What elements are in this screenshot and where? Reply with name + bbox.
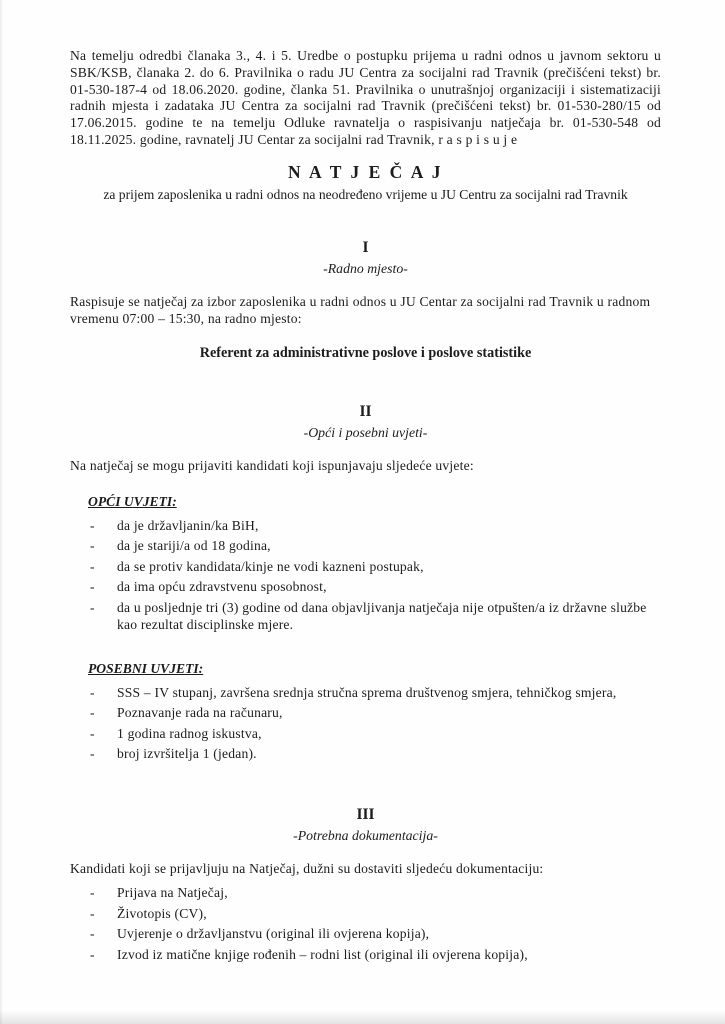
section-numeral: II [359,402,372,420]
dash-marker: - [90,926,95,942]
intro-paragraph: Na temelju odredbi članaka 3., 4. i 5. Uredbe o postupku prijema u radni odnos u javnom sektoru u SBK/KSB, članaka 2. do 6. Pravilnika o radu JU Centra za socijalni rad Travnik (prečišćeni tekst) br. 01-530-187-4 od 18.06.2020. godine, članka 51. Pravilnika o unutrašnjoj organizaciji i sistematizaciji radnih mjesta i zadataka JU Centra za socijalni rad Travnik (prečišćeni tekst) br. 01-530-280/15 od 17.06.2015. godine te na temelju Odluke ravnatelja o raspisivanju natječaja br. 01-530-548 od 18.11.2025. godine, ravnatelj JU Centar za socijalni rad Travnik, r a s p i s u j e [70,48,661,147]
list-item: - da je državljanin/ka BiH, [90,517,259,533]
list-item: - da se protiv kandidata/kinje ne vodi kazneni postupak, [90,558,424,574]
section-numeral: I [362,238,369,256]
list-item: - Izvod iz matične knjige rođenih – rodni list (original ili ovjerena kopija), [90,946,528,962]
document-title: N A T J E Č A J [287,161,444,182]
list-item: - da je stariji/a od 18 godina, [90,538,271,554]
dash-marker: - [90,946,95,962]
list-item: - Životopis (CV), [90,905,207,921]
dash-marker: - [90,599,95,615]
job-title: Referent za administrativne poslove i poslove statistike [199,344,532,361]
special-conditions-list [70,684,661,763]
section-heading: -Opći i posebni uvjeti- [303,424,428,440]
dash-marker: - [90,885,95,901]
dash-marker: - [90,684,95,700]
section-dokumentacija [70,806,661,963]
section-paragraph: Na natječaj se mogu prijaviti kandidati koji ispunjavaju sljedeće uvjete: [70,457,474,473]
list-item: - Prijava na Natječaj, [90,885,228,901]
document-subtitle: za prijem zaposlenika u radni odnos na neodređeno vrijeme u JU Centru za socijalni rad Travnik [103,186,628,202]
section-uvjeti [70,403,661,763]
list-item: - 1 godina radnog iskustva, [90,725,262,741]
list-item: - Uvjerenje o državljanstvu (original ili ovjerena kopija), [90,926,430,942]
list-item: - broj izvršitelja 1 (jedan). [90,746,257,762]
dash-marker: - [90,558,95,574]
scan-left-edge-shadow [0,0,3,1024]
general-conditions-list [70,517,661,633]
dash-marker: - [90,538,95,554]
section-heading: -Potrebna dokumentacija- [293,828,438,844]
documentation-list [70,884,661,963]
dash-marker: - [90,725,95,741]
scan-bottom-edge-shadow [0,1010,725,1024]
list-item: - SSS – IV stupanj, završena srednja stručna sprema društvenog smjera, tehničkog smjera, [90,684,617,700]
section-radno-mjesto [70,239,661,362]
section-numeral: III [356,806,375,824]
section-heading: -Radno mjesto- [323,260,408,276]
dash-marker: - [90,705,95,721]
general-conditions-label: OPĆI UVJETI: [88,493,177,509]
dash-marker: - [90,905,95,921]
dash-marker: - [90,579,95,595]
dash-marker: - [90,746,95,762]
dash-marker: - [90,517,95,533]
list-item: - da u posljednje tri (3) godine od dana objavljivanja natječaja nije otpušten/a iz državne službe kao rezultat disciplinske mjere. [90,599,647,632]
list-item: - Poznavanje rada na računaru, [90,705,283,721]
section-paragraph: Kandidati koji se prijavljuju na Natječaj, dužni su dostaviti sljedeću dokumentaciju: [70,861,544,877]
section-paragraph: Raspisuje se natječaj za izbor zaposlenika u radni odnos u JU Centar za socijalni rad Travnik u radnom vremenu 07:00 – 15:30, na radno mjesto: [70,293,651,326]
special-conditions-label: POSEBNI UVJETI: [88,660,204,676]
list-item: - da ima opću zdravstvenu sposobnost, [90,579,327,595]
